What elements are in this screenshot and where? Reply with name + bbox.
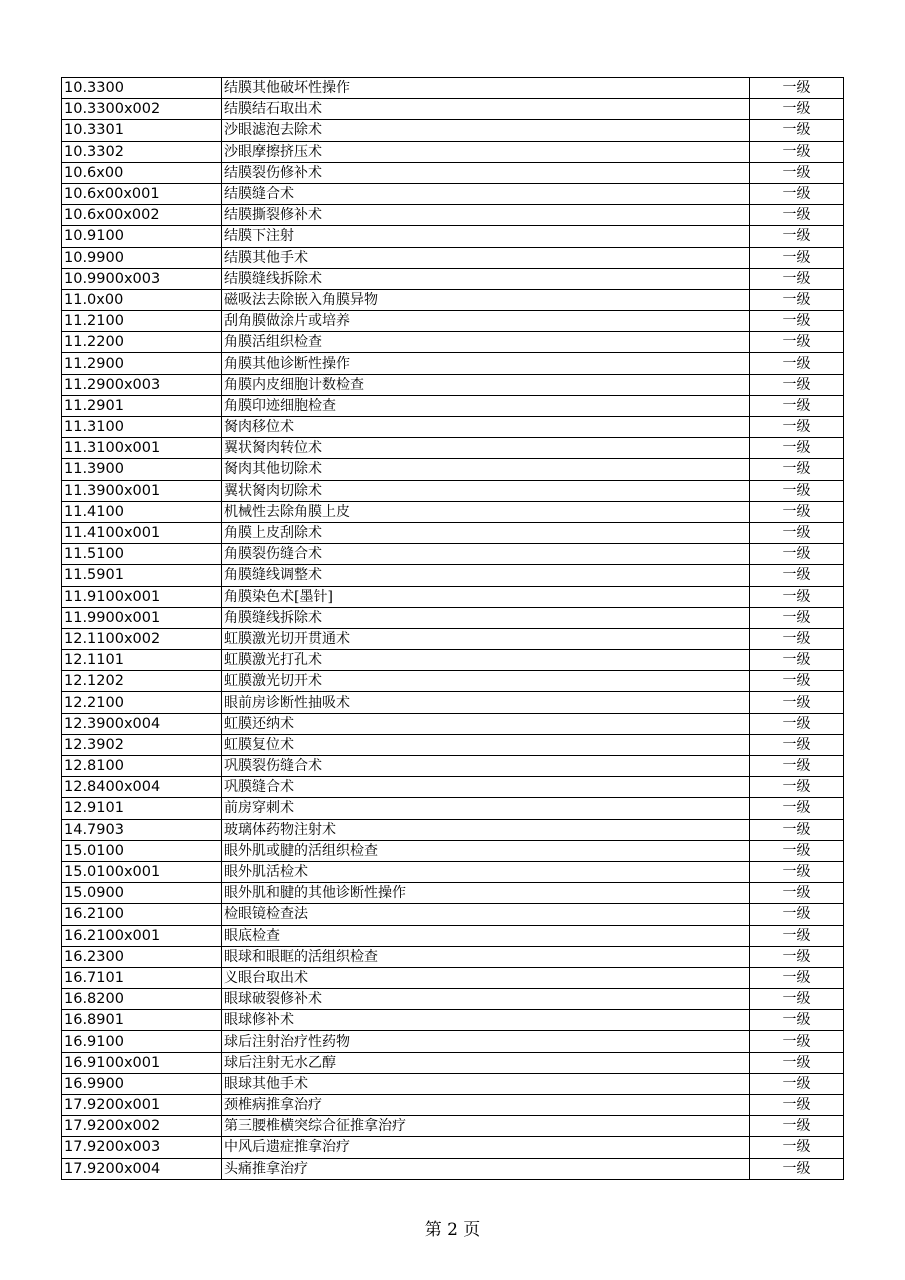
name-cell: 角膜缝线拆除术 <box>222 607 750 628</box>
name-cell: 结膜缝合术 <box>222 183 750 204</box>
code-cell: 10.9900x003 <box>62 268 222 289</box>
table-row <box>62 268 844 289</box>
table-row <box>62 840 844 861</box>
table-row <box>62 247 844 268</box>
level-cell: 一级 <box>750 289 844 310</box>
name-cell: 球后注射无水乙醇 <box>222 1052 750 1073</box>
table-body <box>62 78 844 1180</box>
name-cell: 眼外肌或腱的活组织检查 <box>222 840 750 861</box>
table-row <box>62 989 844 1010</box>
table-row <box>62 417 844 438</box>
code-cell: 11.0x00 <box>62 289 222 310</box>
code-cell: 10.3301 <box>62 120 222 141</box>
level-cell: 一级 <box>750 544 844 565</box>
code-cell: 16.2300 <box>62 946 222 967</box>
level-cell: 一级 <box>750 671 844 692</box>
table-row <box>62 798 844 819</box>
name-cell: 眼底检查 <box>222 925 750 946</box>
level-cell: 一级 <box>750 734 844 755</box>
name-cell: 结膜其他手术 <box>222 247 750 268</box>
code-cell: 16.9100 <box>62 1031 222 1052</box>
table-row <box>62 734 844 755</box>
table-row <box>62 1137 844 1158</box>
name-cell: 机械性去除角膜上皮 <box>222 501 750 522</box>
code-cell: 17.9200x004 <box>62 1158 222 1179</box>
table-row <box>62 946 844 967</box>
level-cell: 一级 <box>750 586 844 607</box>
code-cell: 16.9900 <box>62 1073 222 1094</box>
name-cell: 磁吸法去除嵌入角膜异物 <box>222 289 750 310</box>
name-cell: 巩膜缝合术 <box>222 777 750 798</box>
level-cell: 一级 <box>750 522 844 543</box>
table-row <box>62 904 844 925</box>
level-cell: 一级 <box>750 840 844 861</box>
level-cell: 一级 <box>750 798 844 819</box>
code-cell: 17.9200x003 <box>62 1137 222 1158</box>
code-cell: 16.2100x001 <box>62 925 222 946</box>
level-cell: 一级 <box>750 1095 844 1116</box>
level-cell: 一级 <box>750 480 844 501</box>
table-row <box>62 120 844 141</box>
level-cell: 一级 <box>750 1137 844 1158</box>
code-cell: 10.3300 <box>62 78 222 99</box>
name-cell: 眼球修补术 <box>222 1010 750 1031</box>
table-row <box>62 1031 844 1052</box>
level-cell: 一级 <box>750 205 844 226</box>
name-cell: 结膜缝线拆除术 <box>222 268 750 289</box>
table-row <box>62 777 844 798</box>
table-row <box>62 374 844 395</box>
name-cell: 巩膜裂伤缝合术 <box>222 756 750 777</box>
table-row <box>62 607 844 628</box>
level-cell: 一级 <box>750 332 844 353</box>
table-row <box>62 883 844 904</box>
level-cell: 一级 <box>750 417 844 438</box>
level-cell: 一级 <box>750 967 844 988</box>
name-cell: 虹膜激光切开贯通术 <box>222 628 750 649</box>
name-cell: 角膜裂伤缝合术 <box>222 544 750 565</box>
level-cell: 一级 <box>750 1116 844 1137</box>
code-cell: 16.9100x001 <box>62 1052 222 1073</box>
table-row <box>62 501 844 522</box>
table-row <box>62 1116 844 1137</box>
level-cell: 一级 <box>750 438 844 459</box>
level-cell: 一级 <box>750 861 844 882</box>
code-cell: 16.7101 <box>62 967 222 988</box>
code-cell: 11.9100x001 <box>62 586 222 607</box>
name-cell: 眼外肌活检术 <box>222 861 750 882</box>
level-cell: 一级 <box>750 226 844 247</box>
code-cell: 15.0100x001 <box>62 861 222 882</box>
code-cell: 11.5901 <box>62 565 222 586</box>
name-cell: 虹膜激光切开术 <box>222 671 750 692</box>
name-cell: 结膜下注射 <box>222 226 750 247</box>
table-row <box>62 205 844 226</box>
table-row <box>62 565 844 586</box>
code-cell: 12.8400x004 <box>62 777 222 798</box>
level-cell: 一级 <box>750 628 844 649</box>
level-cell: 一级 <box>750 565 844 586</box>
table-row <box>62 438 844 459</box>
table-row <box>62 628 844 649</box>
code-cell: 11.3900x001 <box>62 480 222 501</box>
code-cell: 17.9200x001 <box>62 1095 222 1116</box>
code-cell: 12.1100x002 <box>62 628 222 649</box>
level-cell: 一级 <box>750 459 844 480</box>
name-cell: 眼球其他手术 <box>222 1073 750 1094</box>
level-cell: 一级 <box>750 268 844 289</box>
name-cell: 义眼台取出术 <box>222 967 750 988</box>
name-cell: 胬肉其他切除术 <box>222 459 750 480</box>
name-cell: 眼前房诊断性抽吸术 <box>222 692 750 713</box>
code-cell: 14.7903 <box>62 819 222 840</box>
level-cell: 一级 <box>750 777 844 798</box>
code-cell: 10.3302 <box>62 141 222 162</box>
table-row <box>62 713 844 734</box>
name-cell: 角膜染色术[墨针] <box>222 586 750 607</box>
table-row <box>62 756 844 777</box>
code-cell: 11.9900x001 <box>62 607 222 628</box>
code-cell: 10.6x00x001 <box>62 183 222 204</box>
level-cell: 一级 <box>750 162 844 183</box>
name-cell: 前房穿刺术 <box>222 798 750 819</box>
code-cell: 11.3900 <box>62 459 222 480</box>
table-row <box>62 819 844 840</box>
table-row <box>62 78 844 99</box>
table-row <box>62 353 844 374</box>
level-cell: 一级 <box>750 120 844 141</box>
level-cell: 一级 <box>750 311 844 332</box>
name-cell: 翼状胬肉切除术 <box>222 480 750 501</box>
code-cell: 12.1202 <box>62 671 222 692</box>
code-cell: 10.9100 <box>62 226 222 247</box>
name-cell: 结膜其他破坏性操作 <box>222 78 750 99</box>
name-cell: 角膜活组织检查 <box>222 332 750 353</box>
code-cell: 12.8100 <box>62 756 222 777</box>
table-row <box>62 1073 844 1094</box>
code-cell: 12.2100 <box>62 692 222 713</box>
name-cell: 结膜结石取出术 <box>222 99 750 120</box>
level-cell: 一级 <box>750 607 844 628</box>
table-row <box>62 1052 844 1073</box>
name-cell: 虹膜激光打孔术 <box>222 650 750 671</box>
name-cell: 颈椎病推拿治疗 <box>222 1095 750 1116</box>
table-row <box>62 226 844 247</box>
name-cell: 第三腰椎横突综合征推拿治疗 <box>222 1116 750 1137</box>
code-cell: 11.2900 <box>62 353 222 374</box>
code-cell: 11.2100 <box>62 311 222 332</box>
code-cell: 12.3900x004 <box>62 713 222 734</box>
code-cell: 10.3300x002 <box>62 99 222 120</box>
level-cell: 一级 <box>750 904 844 925</box>
name-cell: 角膜缝线调整术 <box>222 565 750 586</box>
table-row <box>62 459 844 480</box>
level-cell: 一级 <box>750 99 844 120</box>
table-row <box>62 861 844 882</box>
name-cell: 眼球破裂修补术 <box>222 989 750 1010</box>
table-row <box>62 522 844 543</box>
code-cell: 16.2100 <box>62 904 222 925</box>
table-row <box>62 183 844 204</box>
level-cell: 一级 <box>750 946 844 967</box>
code-cell: 15.0900 <box>62 883 222 904</box>
table-row <box>62 480 844 501</box>
name-cell: 玻璃体药物注射术 <box>222 819 750 840</box>
level-cell: 一级 <box>750 395 844 416</box>
level-cell: 一级 <box>750 353 844 374</box>
name-cell: 头痛推拿治疗 <box>222 1158 750 1179</box>
page-number: 第 2 页 <box>424 1220 481 1240</box>
table-row <box>62 586 844 607</box>
code-cell: 11.2901 <box>62 395 222 416</box>
name-cell: 结膜撕裂修补术 <box>222 205 750 226</box>
code-cell: 17.9200x002 <box>62 1116 222 1137</box>
name-cell: 角膜其他诊断性操作 <box>222 353 750 374</box>
table-row <box>62 650 844 671</box>
level-cell: 一级 <box>750 756 844 777</box>
level-cell: 一级 <box>750 925 844 946</box>
level-cell: 一级 <box>750 650 844 671</box>
table-row <box>62 332 844 353</box>
name-cell: 虹膜复位术 <box>222 734 750 755</box>
level-cell: 一级 <box>750 989 844 1010</box>
table-row <box>62 311 844 332</box>
name-cell: 角膜上皮刮除术 <box>222 522 750 543</box>
name-cell: 眼球和眼眶的活组织检查 <box>222 946 750 967</box>
table-row <box>62 1095 844 1116</box>
level-cell: 一级 <box>750 692 844 713</box>
name-cell: 翼状胬肉转位术 <box>222 438 750 459</box>
code-cell: 10.6x00x002 <box>62 205 222 226</box>
name-cell: 眼外肌和腱的其他诊断性操作 <box>222 883 750 904</box>
code-cell: 12.1101 <box>62 650 222 671</box>
level-cell: 一级 <box>750 1052 844 1073</box>
table-row <box>62 967 844 988</box>
code-cell: 12.9101 <box>62 798 222 819</box>
code-cell: 16.8200 <box>62 989 222 1010</box>
level-cell: 一级 <box>750 1010 844 1031</box>
table-row <box>62 141 844 162</box>
level-cell: 一级 <box>750 183 844 204</box>
name-cell: 角膜印迹细胞检查 <box>222 395 750 416</box>
name-cell: 沙眼滤泡去除术 <box>222 120 750 141</box>
level-cell: 一级 <box>750 141 844 162</box>
table-row <box>62 544 844 565</box>
code-cell: 11.2200 <box>62 332 222 353</box>
level-cell: 一级 <box>750 883 844 904</box>
code-cell: 11.2900x003 <box>62 374 222 395</box>
name-cell: 胬肉移位术 <box>222 417 750 438</box>
name-cell: 检眼镜检查法 <box>222 904 750 925</box>
code-cell: 10.6x00 <box>62 162 222 183</box>
level-cell: 一级 <box>750 819 844 840</box>
code-cell: 11.3100x001 <box>62 438 222 459</box>
name-cell: 沙眼摩擦挤压术 <box>222 141 750 162</box>
table-row <box>62 1158 844 1179</box>
code-cell: 16.8901 <box>62 1010 222 1031</box>
name-cell: 虹膜还纳术 <box>222 713 750 734</box>
code-cell: 15.0100 <box>62 840 222 861</box>
code-cell: 11.3100 <box>62 417 222 438</box>
procedure-table <box>61 77 844 1180</box>
name-cell: 球后注射治疗性药物 <box>222 1031 750 1052</box>
table-row <box>62 289 844 310</box>
level-cell: 一级 <box>750 374 844 395</box>
name-cell: 中风后遗症推拿治疗 <box>222 1137 750 1158</box>
table-row <box>62 99 844 120</box>
level-cell: 一级 <box>750 713 844 734</box>
table-row <box>62 395 844 416</box>
level-cell: 一级 <box>750 247 844 268</box>
level-cell: 一级 <box>750 1158 844 1179</box>
table-row <box>62 692 844 713</box>
table-row <box>62 925 844 946</box>
table-row <box>62 162 844 183</box>
level-cell: 一级 <box>750 78 844 99</box>
level-cell: 一级 <box>750 501 844 522</box>
table-row <box>62 671 844 692</box>
table-row <box>62 1010 844 1031</box>
name-cell: 结膜裂伤修补术 <box>222 162 750 183</box>
code-cell: 10.9900 <box>62 247 222 268</box>
code-cell: 11.4100x001 <box>62 522 222 543</box>
code-cell: 12.3902 <box>62 734 222 755</box>
level-cell: 一级 <box>750 1073 844 1094</box>
name-cell: 刮角膜做涂片或培养 <box>222 311 750 332</box>
code-cell: 11.4100 <box>62 501 222 522</box>
name-cell: 角膜内皮细胞计数检查 <box>222 374 750 395</box>
code-cell: 11.5100 <box>62 544 222 565</box>
level-cell: 一级 <box>750 1031 844 1052</box>
